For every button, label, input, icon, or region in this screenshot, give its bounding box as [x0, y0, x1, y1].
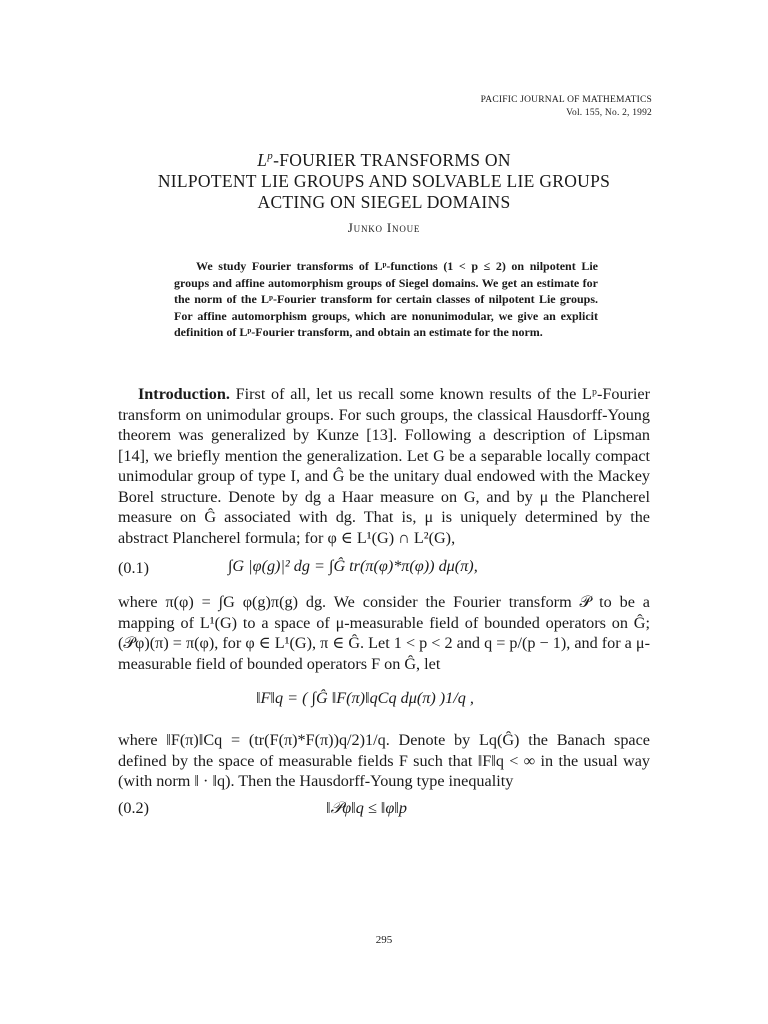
equation-number: (0.1): [118, 559, 150, 577]
equation-expression: ∫G |φ(g)|² dg = ∫Ĝ tr(π(φ)*π(φ)) dμ(π),: [228, 557, 478, 575]
journal-volume: Vol. 155, No. 2, 1992: [566, 108, 652, 118]
equation-0-1: [118, 548, 650, 592]
intro-paragraph-1: Introduction. First of all, let us recall some known results of the Lᵖ-Fourier transform on unimodular groups. For such groups, the classical Hausdorff-Young theorem was generalized by Kunze [13]. Following a description of Lipsman [14], we briefly mention the generalization. Let G be a separable locally compact unimodular group of type I, and Ĝ be the unitary dual endowed with the Mackey Borel structure. Denote by dg a Haar measure on G, and by μ the Plancherel measure on Ĝ associated with dg. That is, μ is uniquely determined by the abstract Plancherel formula; for φ ∈ L¹(G) ∩ L²(G),: [118, 385, 651, 547]
title-line-2: NILPOTENT LIE GROUPS AND SOLVABLE LIE GROUPS: [157, 170, 611, 191]
norm-expression: ‖F‖q = ( ∫Ĝ ‖F(π)‖qCq dμ(π) )1/q ,: [256, 689, 474, 707]
journal-header: [481, 94, 652, 120]
body-text: [118, 384, 650, 824]
paper-title: [118, 146, 650, 213]
intro-paragraph-3: where ‖F(π)‖Cq = (tr(F(π)*F(π))q/2)1/q. Denote by Lq(Ĝ) the Banach space defined by the space of measurable fields F such that ‖F‖q < ∞ in the usual way (with norm ‖ · ‖q). Then the Hausdorff-Young type inequality: [118, 731, 650, 790]
title-line-3: ACTING ON SIEGEL DOMAINS: [257, 191, 511, 212]
equation-number: (0.2): [118, 798, 150, 817]
abstract-text: We study Fourier transforms of Lᵖ-functions (1 < p ≤ 2) on nilpotent Lie groups and affine automorphism groups of Siegel domains. We get an estimate for the norm of the Lᵖ-Fourier transform for certain classes of nilpotent Lie groups. For affine automorphism groups, which are nonunimodular, we give an explicit definition of Lᵖ-Fourier transform, and obtain an estimate for the norm.: [174, 259, 598, 339]
equation-expression: ‖𝒫φ‖q ≤ ‖φ‖p: [326, 798, 407, 817]
norm-definition: [118, 674, 650, 730]
abstract: [174, 258, 598, 341]
title-lp-symbol: $L^p$: [257, 149, 274, 170]
title-line-1: $L^p$-FOURIER TRANSFORMS ON: [257, 149, 511, 170]
author-name: Junko Inoue: [347, 220, 421, 235]
journal-name: PACIFIC JOURNAL OF MATHEMATICS: [480, 95, 652, 105]
intro-paragraph-2: where π(φ) = ∫G φ(g)π(g) dg. We consider the Fourier transform 𝒫 to be a mapping of L¹(G) to a space of μ-measurable field of bounded operators on Ĝ; (𝒫φ)(π) = π(φ), for φ ∈ L¹(G), π ∈ Ĝ. Let 1 < p < 2 and q = p/(p − 1), and for a μ-measurable field of bounded operators F on Ĝ, let: [118, 593, 650, 673]
equation-0-2: [118, 794, 650, 824]
intro-heading: Introduction.: [138, 385, 230, 403]
page-number: 295: [375, 934, 393, 946]
